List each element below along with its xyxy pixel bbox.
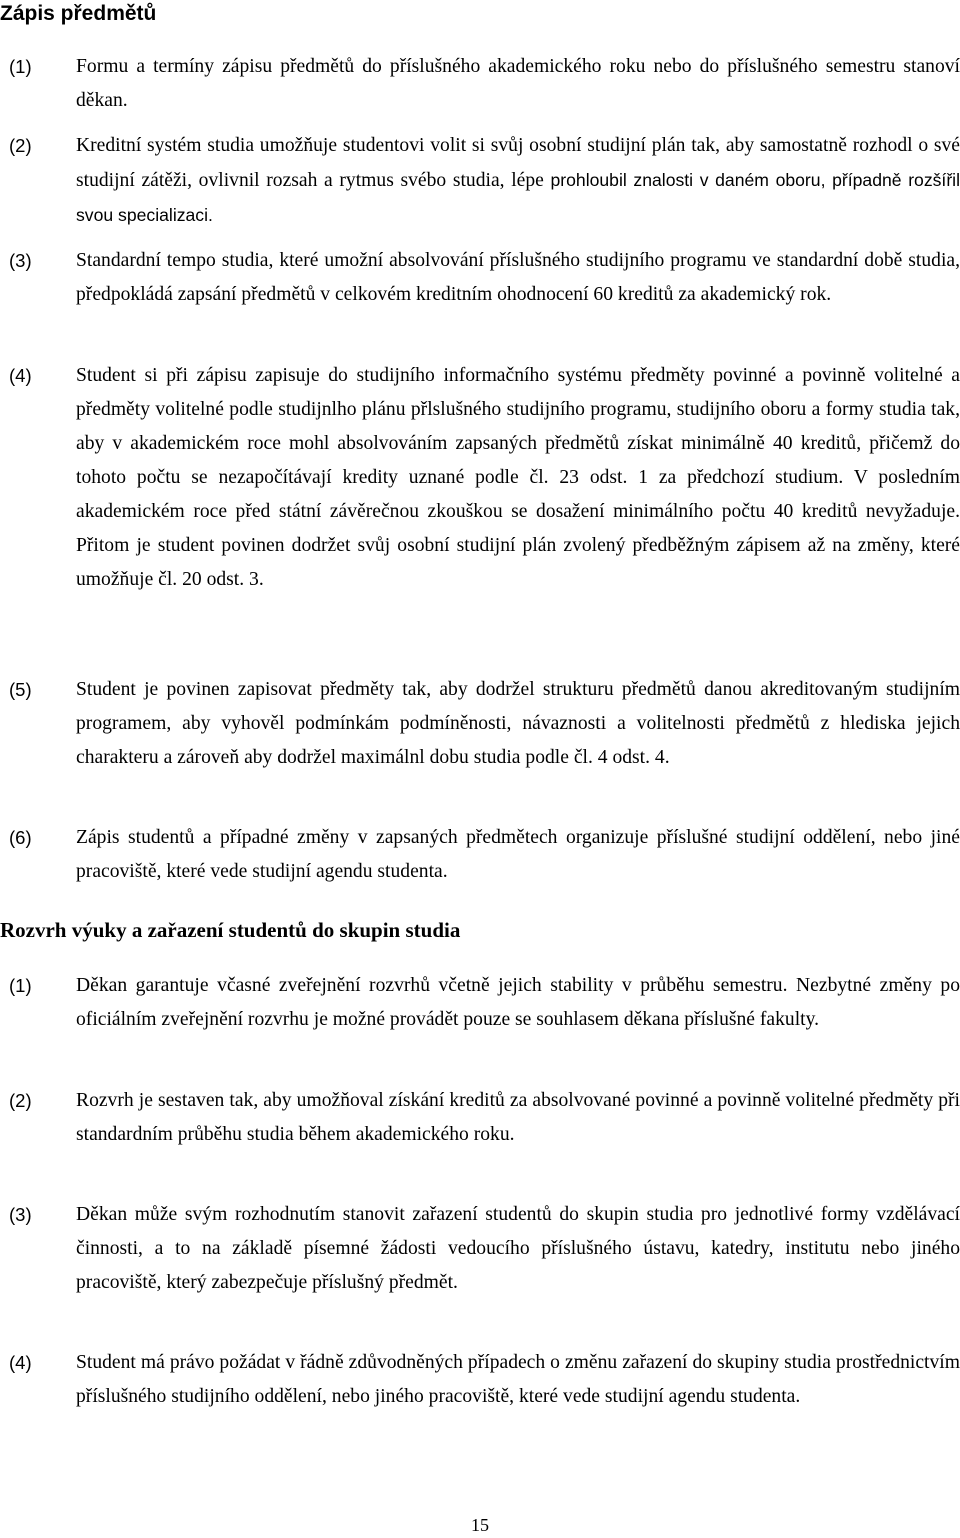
paragraph-text: Student si při zápisu zapisuje do studijního informačního systému předměty povinné a povinně volitelné a předměty volitelné podle studijnlho plánu přlslušného studijního programu, studijního oboru a formy studia tak, aby v akademickém roce mohl absolvováním zapsaných předmětů získat minimálně 40 kreditů, přičemž do tohoto počtu se nezapočítávají kredity uznané podle čl. 23 odst. 1 za předchozí studium. V posledním akademickém roce před státní závěrečnou zkouškou se dosažení minimálního počtu 40 kreditů nevyžaduje. Přitom je student povinen dodržet svůj osobní studijní plán zvolený předběžným zápisem až na změny, které umožňuje čl. 20 odst. 3.	[76, 365, 960, 590]
paragraph-number: (3)	[9, 1204, 32, 1225]
paragraph-number: (4)	[9, 1352, 32, 1373]
paragraph-text: Zápis studentů a případné změny v zapsaných předmětech organizuje příslušné studijní oddělení, nebo jiné pracoviště, které vede studijní agendu studenta.	[76, 827, 960, 882]
paragraph-text: Děkan garantuje včasné zveřejnění rozvrhů včetně jejich stability v průběhu semestru. Nezbytné změny po oficiálním zveřejnění rozvrhu je možné provádět pouze se souhlasem děkana příslušné fakulty.	[76, 975, 960, 1030]
paragraph-text: Rozvrh je sestaven tak, aby umožňoval získání kreditů za absolvované povinné a povinně volitelné předměty při standardním průběhu studia během akademického roku.	[76, 1090, 960, 1145]
section-heading-course-enrollment: Zápis předmětů	[0, 2, 157, 25]
paragraph-number: (2)	[9, 1090, 32, 1111]
paragraph-text	[76, 129, 960, 233]
paragraph-number: (3)	[9, 250, 32, 271]
section-heading-timetable: Rozvrh výuky a zařazení studentů do skupin studia	[0, 918, 461, 942]
paragraph-number: (6)	[9, 827, 32, 848]
paragraph-text: Formu a termíny zápisu předmětů do příslušného akademického roku nebo do příslušného semestru stanoví děkan.	[76, 56, 960, 111]
paragraph-number: (1)	[9, 56, 32, 77]
page-number: 15	[471, 1515, 489, 1535]
paragraph-text-sans-part: prohloubil znalosti v daném oboru, případně rozšířil svou specializaci.	[76, 170, 960, 225]
paragraph-text-serif-part: Kreditní systém studia umožňuje studentovi volit si svůj osobní studijní plán tak, aby samostatně rozhodl o své studijní zátěži, ovlivnil rozsah a rytmus svébo studia, lépe	[76, 135, 960, 191]
paragraph-number: (5)	[9, 679, 32, 700]
paragraph-text: Děkan může svým rozhodnutím stanovit zařazení studentů do skupin studia pro jednotlivé formy vzdělávací činnosti, a to na základě písemné žádosti vedoucího příslušného ústavu, katedry, institutu nebo jiného pracoviště, který zabezpečuje příslušný předmět.	[76, 1204, 960, 1293]
paragraph-number: (4)	[9, 365, 32, 386]
paragraph-text: Standardní tempo studia, které umožní absolvování příslušného studijního programu ve standardní době studia, předpokládá zapsání předmětů v celkovém kreditním ohodnocení 60 kreditů za akademický rok.	[76, 250, 960, 305]
paragraph-text: Student je povinen zapisovat předměty tak, aby dodržel strukturu předmětů danou akreditovaným studijním programem, aby vyhověl podmínkám podmíněnosti, návaznosti a volitelnosti předmětů z hlediska jejich charakteru a zároveň aby dodržel maximálnl dobu studia podle čl. 4 odst. 4.	[76, 679, 960, 768]
paragraph-text: Student má právo požádat v řádně zdůvodněných případech o změnu zařazení do skupiny studia prostřednictvím příslušného studijního oddělení, nebo jiného pracoviště, které vede studijní agendu studenta.	[76, 1352, 960, 1407]
paragraph-number: (2)	[9, 135, 32, 156]
paragraph-number: (1)	[9, 975, 32, 996]
